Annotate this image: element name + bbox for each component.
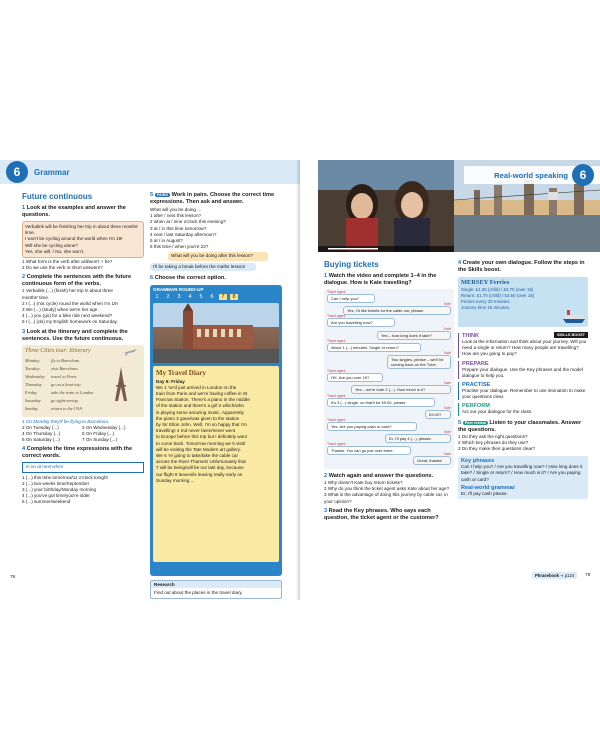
exercise-number: 3	[324, 507, 328, 514]
step-text: Practise your dialogue. Remember to use intonation to make your questions clear.	[462, 388, 586, 400]
pairs-tag: PAIRS	[156, 193, 169, 197]
exercise-title: Watch again and answer the questions.	[328, 473, 434, 479]
phrasebook-ref: p124	[564, 573, 575, 578]
ex3-items	[22, 419, 144, 444]
mersey-title: MERSEY Ferries	[461, 279, 510, 286]
diary-line: to Europe before this trip but I definitely want	[156, 434, 247, 440]
exercise-1-heading	[324, 273, 454, 287]
question-bubble: What will you be doing after this lesson?	[168, 252, 268, 260]
exercise-title: Complete the sentences with the future continuous form of the verbs.	[22, 274, 132, 288]
exercise-number: 2	[324, 473, 328, 479]
diary-line: 7 will be being/will be our last day, because	[156, 465, 244, 471]
item: 4 next / last Saturday afternoon?	[150, 231, 217, 237]
fare-line: Single: £1.30 (child) / £2.70 (over 15)	[461, 287, 534, 292]
video-photo	[318, 160, 454, 252]
ex4-items	[22, 475, 144, 506]
exercise-title: Read the Key phrases. Who says each question, the ticket agent or the customer?	[324, 507, 439, 521]
exercise-2-heading	[22, 274, 144, 288]
section-label: Grammar	[34, 167, 70, 177]
roundup-number: 4	[188, 293, 192, 300]
diary-line: by Sir Elton John. Well, I'm so happy that I'm	[156, 422, 247, 428]
speaker-label: Ticket agent	[327, 394, 346, 398]
page-number-right: 79	[585, 572, 591, 578]
lead: What will you be doing ...	[150, 207, 202, 212]
item: 5 at / in August?	[150, 238, 183, 244]
exercise-number: 4	[22, 446, 26, 453]
exercise-6-heading	[150, 275, 282, 282]
ex5-items	[458, 434, 588, 453]
diary-line: travelling! 4 Ind never been/never went	[156, 428, 236, 434]
dialogue-bubble: Yes – we're both 2 (...). How much is it?	[351, 385, 451, 394]
skills-boost-badge: SKILLS BOOST	[554, 332, 588, 338]
diary-line: Sunday morning ...	[156, 477, 195, 483]
arrow-right-icon: ➜	[560, 573, 564, 578]
item: 4 (...) you've got time/you're older	[22, 493, 90, 499]
word-box: in on at next when	[22, 462, 144, 472]
question: 1 What form is the verb after will/won't + be?	[22, 259, 113, 265]
dialogue-bubble: Thanks. You can go just over there.	[327, 446, 411, 455]
diary-title: My Travel Diary	[156, 368, 206, 377]
exercise-3-heading	[22, 329, 144, 343]
speaker-label: Ticket agent	[327, 314, 346, 318]
ex1-questions	[22, 259, 144, 271]
item: 3 at / in this time tomorrow?	[150, 225, 207, 231]
exercise-number: 5	[150, 192, 154, 198]
item: 3 What is the advantage of doing this journey by cable car, in your opinion?	[324, 492, 448, 504]
step-text: Prepare your dialogue. Use the Key phrases and the model dialogue to help you.	[462, 366, 583, 378]
airplane-icon	[122, 347, 138, 357]
item: 3 Do they make their questions clear?	[458, 446, 536, 452]
dialogue-bubble: Yes, I'd like tickets for the cable car, please.	[343, 306, 451, 315]
examples-box	[22, 221, 144, 258]
exercise-number: 3	[22, 328, 26, 335]
dialogue-bubble: Yes. Are you paying cash or card?	[327, 422, 417, 431]
item: 2 Which key phrases do they use?	[458, 439, 529, 445]
fare-line: Ferries every 20 minutes.	[461, 299, 511, 304]
section-label: Real-world speaking	[494, 170, 568, 180]
exercise-title: Look at the itinerary and complete the sentences. Use the future continuous.	[22, 328, 128, 342]
itinerary-row: Monday fly to Barcelona	[25, 357, 80, 363]
dialogue-bubble: £9.00?	[425, 410, 451, 419]
itinerary-row: Tuesday visit Barcelona	[25, 365, 78, 371]
research-text: Find out about the places in the travel diary.	[154, 589, 243, 595]
exercise-title: Look at the examples and answer the questions.	[22, 205, 126, 218]
roundup-number: 2	[166, 293, 170, 300]
research-box	[150, 580, 282, 599]
exercise-number: 4	[458, 260, 462, 266]
diary-line: is playing some amazing music. Apparently	[156, 409, 244, 415]
diary-text	[156, 385, 276, 484]
exercise-title: Create your own dialogue. Follow the steps in the Skills boost.	[458, 260, 585, 273]
unit-badge: 6	[572, 164, 594, 186]
item: 1 Why doesn't Kate buy return tickets?	[324, 480, 403, 485]
speaker-label: Ticket agent	[327, 339, 346, 343]
roundup-number: 7	[219, 294, 227, 300]
itinerary-row: Sunday return to the USA	[25, 405, 82, 411]
exercise-4-heading	[22, 446, 144, 460]
item: 1 On Monday they'll be flying to Barcelona.	[22, 418, 110, 424]
left-right-column	[150, 192, 282, 599]
left-page	[0, 160, 300, 600]
step-heading: PRACTISE	[462, 382, 491, 389]
example-line: Verbalink will be finishing her trip in about three months' time.	[25, 224, 139, 236]
speaker-label: Kate	[444, 430, 451, 434]
question: 2 Do we use the verb in short answers?	[22, 265, 103, 271]
skills-step	[458, 361, 588, 379]
mersey-ferries-card	[458, 277, 588, 327]
item: 1 after / next this lesson?	[150, 213, 202, 219]
roundup-number: 3	[177, 293, 181, 300]
key-phrases-text: Can I help you? / Are you travelling now? / How long does it take? / Single or return? / How much is it? / Are you paying cash or card?	[461, 464, 583, 482]
diary-line: our flight 8 leaves/is leaving really early on	[156, 471, 243, 477]
station-photo	[153, 303, 279, 363]
key-phrases-title: Key phrases	[461, 458, 495, 465]
itinerary-title: Three Cities tour: Itinerary	[25, 347, 91, 354]
exercise-number: 1	[324, 273, 328, 279]
speaker-label: Kate	[444, 327, 451, 331]
diary-line: to come back. Tomorrow morning we 5 visit/	[156, 440, 246, 446]
step-heading: PERFORM	[462, 403, 490, 410]
speaker-label: Kate	[444, 351, 451, 355]
speaker-label: Ticket agent	[327, 418, 346, 422]
item: 3 (...) your birthday/Monday morning	[22, 487, 97, 493]
itinerary-row: Saturday go sight-seeing	[25, 397, 78, 403]
item: 5 On Friday (...)	[82, 431, 115, 437]
real-grammar-text: Er, I'll pay cash please.	[461, 490, 508, 496]
dialogue-bubble: Two singles, please – we'll be coming back on the Tube.	[387, 355, 451, 369]
dialogue-bubble: Great, thanks!	[413, 456, 451, 465]
example-line: Yes, she will. / No, she won't.	[25, 248, 85, 254]
item: 2 when at / nine o'clock this evening?	[150, 219, 226, 225]
dialogue-bubble: Er, I'll pay 4 (...), please.	[385, 434, 451, 443]
exercise-number: 6	[150, 274, 154, 281]
dialogue-bubble: About 1 (...) minutes. Single or return?	[327, 343, 421, 352]
eiffel-tower-icon	[112, 367, 130, 401]
step-text: Look at the information and think about your journey. Will you need a single or return? How many people are travelling? How are you going to pay?	[462, 339, 587, 357]
right-right-column	[458, 260, 588, 499]
skills-step	[458, 382, 588, 400]
exercise-title: Choose the correct option.	[154, 274, 226, 281]
left-header	[0, 160, 300, 184]
item: 1 (...) this time tomorrow/11 o'clock tonight	[22, 474, 108, 480]
exercise-3-heading	[324, 508, 454, 522]
roundup-numbers	[153, 294, 279, 300]
right-page	[300, 160, 600, 600]
fare-line: Journey time 10 minutes.	[461, 305, 511, 310]
page-title: Future continuous	[22, 192, 93, 201]
diary-line: train from Paris and we're having coffee in St	[156, 391, 248, 397]
exercise-number: 1	[22, 205, 26, 211]
key-phrases-box	[458, 456, 588, 499]
diary-day: Day 5: Friday	[156, 378, 185, 384]
exercise-title: Watch the video and complete 1–4 in the dialogue. How is Kate travelling?	[324, 273, 437, 286]
roundup-number: 5	[199, 293, 203, 300]
ex5-items	[150, 207, 282, 250]
travel-diary	[153, 366, 279, 562]
right-left-column	[324, 260, 454, 522]
dialogue-bubble: Yes – how long does it take?	[377, 331, 451, 340]
exercise-4-heading	[458, 260, 588, 274]
item: 4 On Thursday (...)	[22, 431, 61, 437]
phrasebook-label: Phrasebook	[535, 573, 559, 578]
speaker-label: Kate	[444, 406, 451, 410]
speaker-label: Kate	[444, 302, 451, 306]
ferry-boat-icon	[563, 308, 585, 324]
skills-boost	[458, 333, 588, 416]
item: 6 this time / when you're 22?	[150, 244, 209, 250]
speaker-label: Ticket agent	[327, 369, 346, 373]
item: 5 I (...) (do) my English homework on Saturday.	[22, 319, 118, 325]
dialogue-panel	[324, 289, 454, 469]
fare-line: Return: £1.70 (child) / £3.50 (over 15)	[461, 293, 535, 298]
exercise-title: Complete the time expressions with the correct words.	[22, 446, 133, 460]
item: 3 On Wednesday (...)	[82, 424, 126, 430]
step-text: Act out your dialogue for the class.	[462, 409, 533, 415]
step-heading: PREPARE	[462, 360, 489, 367]
research-label: Research	[151, 581, 281, 588]
dialogue-bubble: Can I help you?	[327, 294, 375, 303]
roundup-number: 6	[210, 293, 214, 300]
step-heading: THINK	[462, 333, 480, 339]
skills-step	[458, 403, 588, 415]
speaker-label: Ticket agent	[327, 290, 346, 294]
exercise-number: 2	[22, 274, 26, 281]
item: 5 (...) summer/weekend	[22, 499, 71, 505]
item: 2 I (...) (not cycle) round the world when I'm 19!	[22, 300, 118, 306]
diary-line: We 1 've'd just arrived in London on the	[156, 384, 237, 390]
real-grammar-title: Real-world grammar	[461, 484, 516, 491]
itinerary-row: Friday take the train to London	[25, 389, 94, 395]
example-line: I won't be cycling around the world when I'm 19!	[25, 236, 123, 242]
itinerary-row: Thursday go on a boat trip	[25, 381, 81, 387]
roundup-number: 1	[155, 293, 159, 300]
ex2-items	[324, 480, 454, 505]
roundup-title: GRAMMAR ROUND-UP	[153, 286, 204, 292]
diary-line: Pancras Station. There's a piano in the middle	[156, 397, 250, 403]
speaker-label: Kate	[444, 381, 451, 385]
item: 6 On Saturday (...)	[22, 437, 60, 443]
grammar-roundup-panel	[150, 285, 282, 576]
exercise-5-heading	[150, 192, 282, 206]
page-number-left: 78	[10, 574, 16, 579]
exercise-2-heading	[324, 473, 454, 480]
item: 3 We (...) (study) when we're her age.	[22, 307, 99, 313]
dialogue-bubble: OK. Are you over 15?	[327, 373, 383, 382]
example-line: Will she be cycling alone?	[25, 242, 78, 248]
diary-line: across the River Thames! Unfortunately that	[156, 459, 246, 465]
diary-line: We 6 're going to take/take the cable car	[156, 453, 238, 459]
phrasebook-link[interactable]	[532, 572, 577, 579]
item: months' time.	[22, 294, 50, 300]
diary-line: the piano 3 gave/was given to the station	[156, 415, 240, 421]
exercise-title: Listen to your classmates. Answer the questions.	[458, 419, 582, 433]
exercise-1-heading	[22, 205, 144, 219]
diary-line: of the station and there's a girl 2 which/who	[156, 403, 244, 409]
item: 1 Do they ask the right questions?	[458, 433, 528, 439]
diary-line: will be visiting the Tate Modern art gallery.	[156, 446, 241, 452]
item: 2 On Tuesday (...)	[22, 424, 59, 430]
dialogue-bubble: Are you travelling now?	[327, 318, 395, 327]
roundup-number: 8	[230, 294, 238, 300]
itinerary-card	[22, 345, 144, 417]
itinerary-row: Wednesday travel to Paris	[25, 373, 77, 379]
ex2-items	[22, 288, 144, 325]
peer-review-tag: Peer review	[464, 420, 486, 425]
answer-bubble: I'll be taking a break before the maths lesson!	[150, 263, 256, 271]
page-footer	[532, 572, 590, 579]
item: 2 Why do you think the ticket agent asks Kate about her age?	[324, 486, 450, 492]
exercise-5-heading	[458, 420, 588, 434]
left-column	[22, 192, 144, 506]
itinerary-rows	[25, 357, 93, 413]
exercise-number: 5	[458, 419, 462, 426]
exercise-title: Work in pairs. Choose the correct time expressions. Then ask and answer.	[150, 192, 275, 205]
item: 1 Verbalink (...) (finish) her trip in about three	[22, 288, 113, 294]
speaker-label: Kate	[444, 452, 451, 456]
speaker-label: Ticket agent	[327, 442, 346, 446]
item: 7 On Sunday (...)	[82, 437, 117, 443]
item: 2 (...) two weeks time/September	[22, 480, 90, 486]
unit-badge: 6	[6, 161, 28, 183]
page-title: Buying tickets	[324, 260, 379, 269]
right-header	[464, 166, 600, 184]
dialogue-bubble: It's 3 (...) single, so that'll be £9.00, please.	[327, 398, 435, 407]
item: 4 (...) you (go) for a bike ride next weekend?	[22, 313, 113, 319]
